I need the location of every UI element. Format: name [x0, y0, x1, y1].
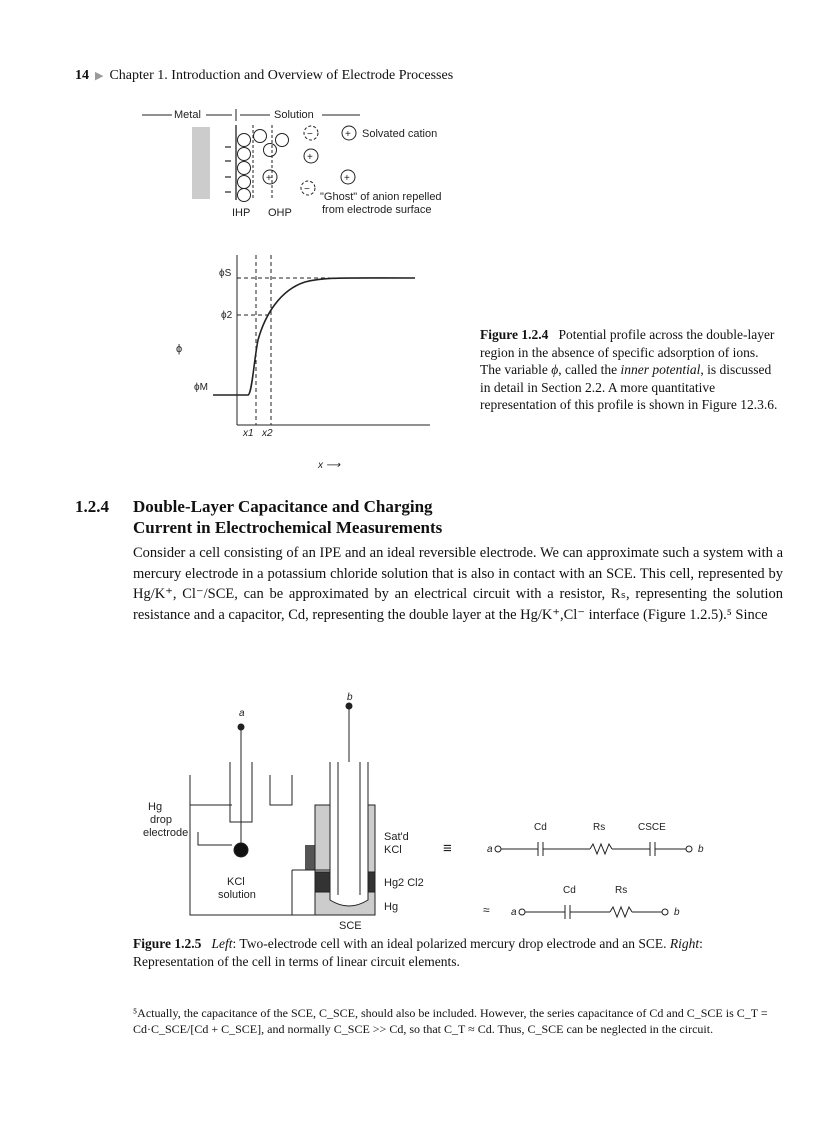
sce-label: SCE — [339, 920, 362, 932]
calomel-label: Hg2 Cl2 — [384, 877, 424, 889]
svg-text:−: − — [304, 184, 310, 195]
svg-text:electrode: electrode — [143, 827, 189, 839]
figure-label: Figure 1.2.4 — [480, 327, 549, 342]
solvated-cation-label: Solvated cation — [362, 128, 438, 140]
approx-symbol: ≈ — [483, 903, 490, 917]
satd-kcl-label: Sat'd — [384, 831, 409, 843]
solution-label: Solution — [274, 109, 314, 121]
svg-text:CSCE: CSCE — [638, 822, 666, 833]
figure-1-2-5-caption: Figure 1.2.5 Left: Two-electrode cell with an ideal polarized mercury drop electrode and an SCE. Right: Representation of the cell in terms of linear circuit elements. — [133, 936, 703, 969]
svg-text:KCl: KCl — [384, 844, 402, 856]
potential-profile-graph — [176, 255, 430, 471]
svg-text:Cd: Cd — [563, 885, 576, 896]
phi-s-label: ϕS — [219, 268, 232, 279]
hg-drop-label: Hg — [148, 801, 163, 813]
cell-diagram — [143, 692, 490, 932]
svg-text:−: − — [307, 129, 313, 140]
svg-text:b: b — [698, 844, 704, 855]
circuit-simplified — [511, 885, 680, 919]
svg-text:+: + — [345, 129, 351, 140]
metal-electrode — [192, 127, 210, 199]
ghost-anion-label: "Ghost" of anion repelled — [320, 191, 442, 203]
potential-curve — [213, 278, 415, 395]
phi-axis-label: ϕ — [176, 343, 183, 355]
hg-label: Hg — [384, 901, 399, 913]
svg-text:solution: solution — [218, 889, 256, 901]
metal-label: Metal — [174, 109, 201, 121]
resistor-rs — [590, 844, 612, 854]
figure-1-2-4-caption: Figure 1.2.4 Potential profile across the double-layer region in the absence of specific adsorption of ions. The variable ϕ, called the inner potential, is discussed in detail in Section 2.2. A more quantitative representation of this profile is shown in Figure 12.3.6. — [480, 327, 778, 412]
kcl-solution-label: KCl — [227, 876, 245, 888]
x1-label: x1 — [243, 428, 254, 439]
header-arrow-icon: ▶ — [95, 70, 104, 82]
svg-text:b: b — [674, 907, 680, 918]
ihp-label: IHP — [232, 207, 251, 219]
chapter-title: Chapter 1. Introduction and Overview of Electrode Processes — [109, 68, 454, 83]
svg-text:Rs: Rs — [593, 822, 606, 833]
svg-text:Rs: Rs — [615, 885, 628, 896]
x-axis-label: x ⟶ — [318, 460, 341, 471]
ohp-label: OHP — [268, 207, 292, 219]
section-heading: 1.2.4 Double-Layer Capacitance and Charging Current in Electrochemical Measurements — [75, 497, 443, 537]
svg-text:from electrode surface: from electrode surface — [322, 204, 432, 216]
page-number: 14 — [75, 68, 89, 83]
terminal-b-label: b — [347, 692, 353, 703]
body-paragraph: Consider a cell consisting of an IPE and an ideal reversible electrode. We can approximate such a system with a mercury electrode in a potassium chloride solution that is also in contact with an SCE. This cell, represented by Hg/K⁺, Cl⁻/SCE, can be approximated by an electrical circuit with a resistor, Rₛ, representing the solution resistance and a capacitor, Cd, representing the double layer at the Hg/K⁺,Cl⁻ interface (Figure 1.2.5).⁵ Since — [133, 545, 783, 623]
svg-text:drop: drop — [150, 814, 173, 826]
circuit-full — [487, 822, 704, 856]
terminal-a-label: a — [239, 708, 245, 719]
svg-text:+: + — [307, 152, 313, 163]
svg-text:a: a — [487, 844, 493, 855]
double-layer-diagram — [142, 109, 442, 219]
svg-text:+: + — [344, 173, 350, 184]
phi-2-label: ϕ2 — [221, 310, 233, 321]
svg-text:a: a — [511, 907, 517, 918]
footnote: ⁵Actually, the capacitance of the SCE, C_SCE, should also be included. However, the series capacitance of Cd and C_SCE is C_T = Cd·C_SCE/[Cd + C_SCE], and normally C_SCE >> Cd, so that C_T ≈ Cd. Thus, C_SCE can be neglected in the circuit. — [133, 1006, 768, 1036]
svg-text:Cd: Cd — [534, 822, 547, 833]
svg-text:+: + — [266, 173, 272, 184]
phi-m-label: ϕM — [194, 382, 208, 393]
equivalent-symbol: ≡ — [443, 840, 452, 857]
x2-label: x2 — [262, 428, 273, 439]
mercury-drop — [234, 843, 248, 857]
